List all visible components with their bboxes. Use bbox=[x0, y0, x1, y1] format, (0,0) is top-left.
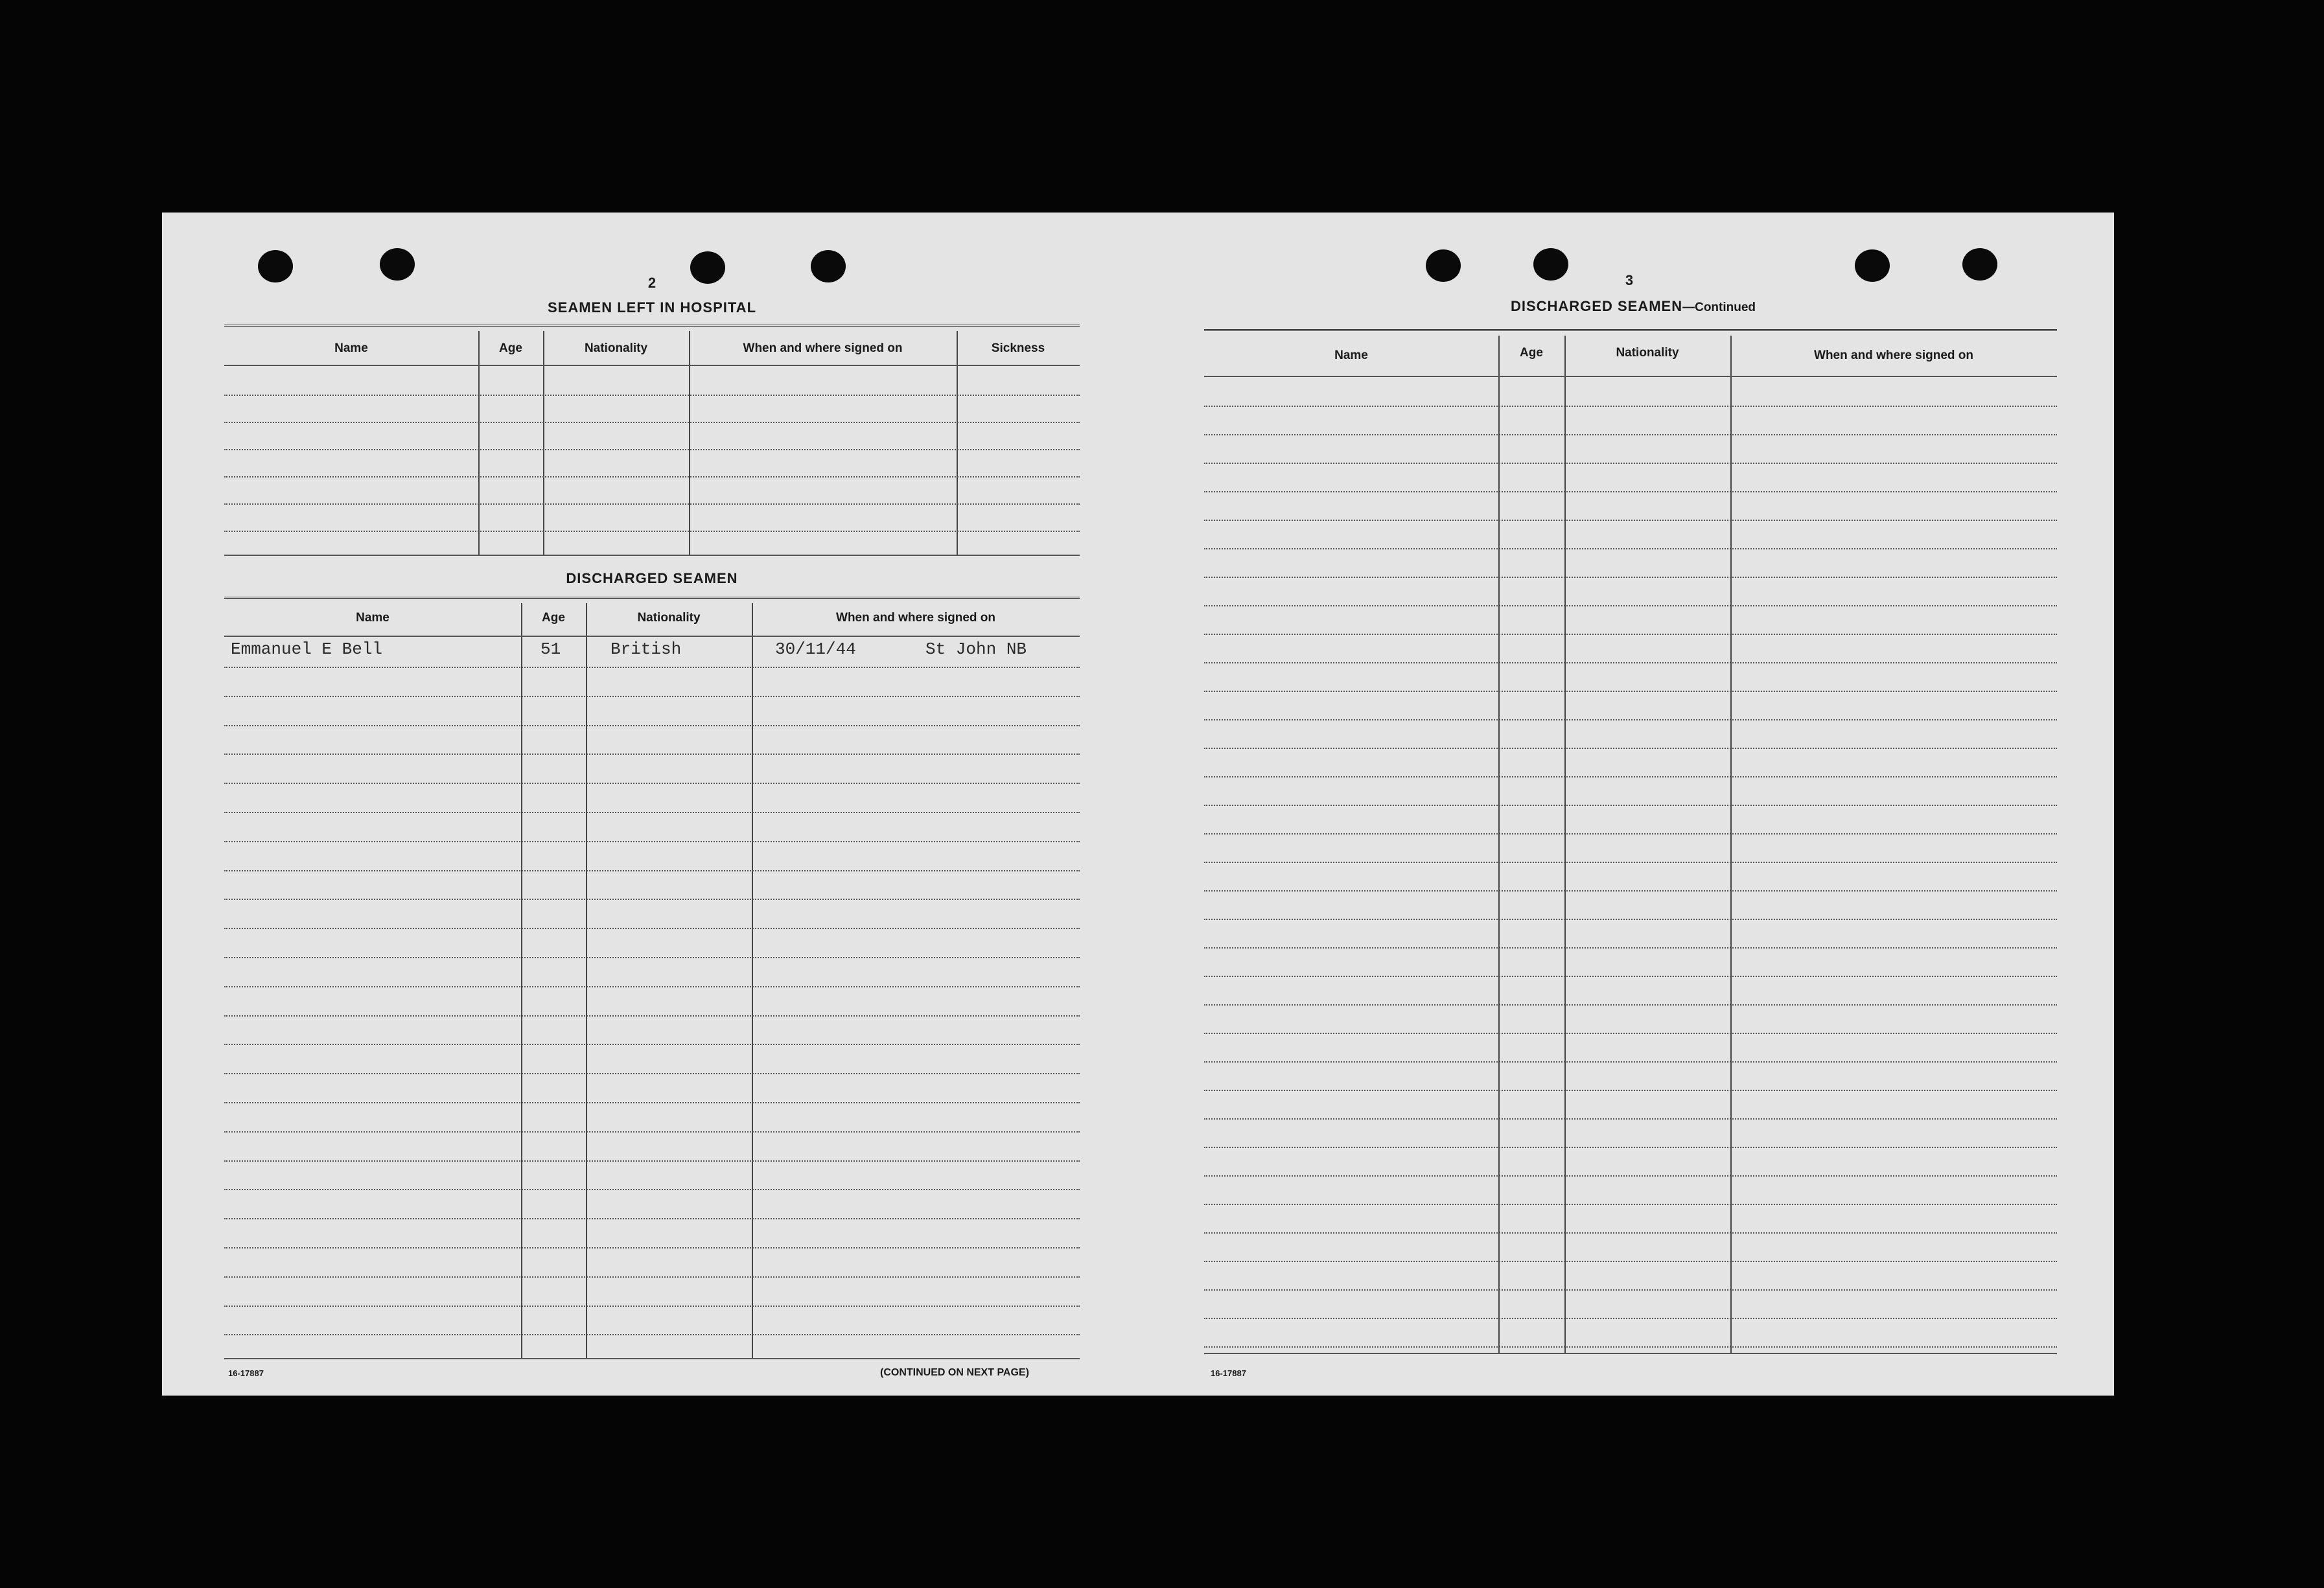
table-row-rule bbox=[1204, 1175, 2057, 1177]
table-row-rule bbox=[224, 812, 1080, 813]
column-header-age: Age bbox=[499, 341, 522, 355]
seaman-age: 51 bbox=[540, 639, 561, 659]
table-row-rule bbox=[1204, 1346, 2057, 1348]
form-number: 16-17887 bbox=[1211, 1368, 1246, 1378]
column-divider bbox=[521, 603, 522, 1358]
column-divider bbox=[1730, 336, 1732, 1353]
column-divider bbox=[586, 603, 587, 1358]
table-row-rule bbox=[224, 1189, 1080, 1190]
header-rule bbox=[224, 636, 1080, 637]
table-row-rule bbox=[224, 531, 1080, 532]
table-row-rule bbox=[224, 783, 1080, 784]
table-row-rule bbox=[224, 841, 1080, 842]
table-row-rule bbox=[224, 449, 1080, 450]
table-row-rule bbox=[1204, 463, 2057, 464]
table-row-rule bbox=[224, 1276, 1080, 1278]
table-row-rule bbox=[224, 1306, 1080, 1307]
punch-hole bbox=[1855, 249, 1890, 282]
table-bottom-rule bbox=[224, 555, 1080, 556]
divider bbox=[224, 325, 1080, 328]
table-row-rule bbox=[224, 1015, 1080, 1017]
punch-hole bbox=[258, 250, 293, 282]
table-row-rule bbox=[1204, 976, 2057, 977]
table-row-rule bbox=[224, 957, 1080, 958]
table-row-rule bbox=[224, 696, 1080, 697]
column-header-age: Age bbox=[542, 611, 565, 625]
divider bbox=[224, 597, 1080, 601]
punch-hole bbox=[1426, 249, 1461, 282]
table-row-rule bbox=[1204, 1318, 2057, 1319]
column-header-age: Age bbox=[1520, 346, 1543, 360]
table-row-rule bbox=[1204, 1204, 2057, 1205]
table-row-rule bbox=[1204, 1118, 2057, 1120]
table-row-rule bbox=[224, 1102, 1080, 1103]
table-row-rule bbox=[1204, 605, 2057, 606]
column-header-sickness: Sickness bbox=[991, 341, 1045, 355]
form-number: 16-17887 bbox=[228, 1368, 264, 1378]
signed-on-place: St John NB bbox=[925, 639, 1027, 659]
table-row-rule bbox=[1204, 577, 2057, 578]
table-row-rule bbox=[224, 422, 1080, 423]
table-row-rule bbox=[1204, 748, 2057, 749]
table-row-rule bbox=[1204, 890, 2057, 892]
table-row-rule bbox=[224, 1131, 1080, 1133]
column-divider bbox=[752, 603, 753, 1358]
table-row-rule bbox=[1204, 491, 2057, 492]
table-row-rule bbox=[1204, 1004, 2057, 1006]
table-row-rule bbox=[1204, 548, 2057, 549]
table-row-rule bbox=[1204, 1261, 2057, 1262]
hospital-table bbox=[224, 331, 1080, 564]
table-row-rule bbox=[224, 725, 1080, 726]
column-header-nationality: Nationality bbox=[637, 611, 701, 625]
table-row-rule bbox=[224, 1334, 1080, 1335]
table-row-rule bbox=[1204, 1090, 2057, 1091]
table-row-rule bbox=[224, 870, 1080, 871]
table-row-rule bbox=[1204, 862, 2057, 863]
table-row-rule bbox=[224, 754, 1080, 755]
column-header-nationality: Nationality bbox=[1616, 346, 1679, 360]
section-title-discharged: DISCHARGED SEAMEN bbox=[566, 570, 738, 586]
table-row-rule bbox=[1204, 634, 2057, 635]
table-row-rule bbox=[1204, 947, 2057, 949]
table-row-rule bbox=[1204, 1033, 2057, 1034]
column-header-signed-on: When and where signed on bbox=[1814, 349, 1973, 362]
table-row-rule bbox=[1204, 1289, 2057, 1291]
table-row-rule bbox=[224, 476, 1080, 478]
punch-hole bbox=[811, 250, 846, 282]
discharged-continued-table bbox=[1204, 336, 2057, 1359]
column-header-name: Name bbox=[356, 611, 389, 625]
table-row-rule bbox=[1204, 662, 2057, 663]
table-row-rule bbox=[224, 1218, 1080, 1219]
table-row-rule bbox=[224, 1247, 1080, 1249]
section-title-discharged-continued bbox=[1367, 298, 1899, 315]
page-number: 2 bbox=[647, 275, 657, 291]
punch-hole bbox=[690, 251, 725, 284]
table-row-rule bbox=[1204, 776, 2057, 777]
header-rule bbox=[224, 365, 1080, 366]
seaman-nationality: British bbox=[610, 639, 682, 659]
table-row-rule bbox=[1204, 833, 2057, 834]
table-row-rule bbox=[224, 503, 1080, 505]
column-divider bbox=[1498, 336, 1500, 1353]
table-row-rule bbox=[224, 928, 1080, 929]
table-row-rule bbox=[1204, 1147, 2057, 1148]
table-row-rule bbox=[1204, 406, 2057, 407]
section-title-hospital: SEAMEN LEFT IN HOSPITAL bbox=[547, 299, 757, 316]
discharged-table bbox=[224, 603, 1080, 1364]
punch-hole bbox=[380, 248, 415, 281]
table-row-rule bbox=[1204, 520, 2057, 521]
column-header-signed-on: When and where signed on bbox=[743, 341, 903, 355]
column-header-nationality: Nationality bbox=[584, 341, 648, 355]
table-row-rule bbox=[224, 1073, 1080, 1074]
table-row-rule bbox=[224, 986, 1080, 987]
seaman-name: Emmanuel E Bell bbox=[231, 639, 383, 659]
signed-on-date: 30/11/44 bbox=[775, 639, 856, 659]
table-row-rule bbox=[1204, 919, 2057, 920]
document-sheet bbox=[162, 213, 2114, 1396]
title-text: DISCHARGED SEAMEN bbox=[1510, 298, 1683, 314]
table-row-rule bbox=[1204, 1061, 2057, 1063]
table-row-rule bbox=[1204, 805, 2057, 806]
title-suffix: —Continued bbox=[1682, 301, 1756, 314]
divider bbox=[1204, 329, 2057, 333]
column-header-name: Name bbox=[334, 341, 368, 355]
table-bottom-rule bbox=[224, 1358, 1080, 1359]
table-row-rule bbox=[224, 1160, 1080, 1162]
page-number: 3 bbox=[1625, 272, 1634, 288]
column-header-name: Name bbox=[1334, 349, 1368, 362]
table-row-rule bbox=[1204, 434, 2057, 435]
table-row-rule bbox=[1204, 691, 2057, 692]
table-row-rule bbox=[224, 395, 1080, 396]
header-rule bbox=[1204, 376, 2057, 377]
continued-note: (CONTINUED ON NEXT PAGE) bbox=[880, 1367, 1029, 1378]
table-row-rule bbox=[1204, 719, 2057, 720]
column-header-signed-on: When and where signed on bbox=[836, 611, 995, 625]
punch-hole bbox=[1533, 248, 1568, 281]
table-bottom-rule bbox=[1204, 1353, 2057, 1354]
table-row-rule bbox=[224, 667, 1080, 668]
column-divider bbox=[1564, 336, 1566, 1353]
table-row-rule bbox=[224, 899, 1080, 900]
punch-hole bbox=[1962, 248, 1997, 281]
table-row-rule bbox=[224, 1044, 1080, 1045]
table-row-rule bbox=[1204, 1232, 2057, 1234]
